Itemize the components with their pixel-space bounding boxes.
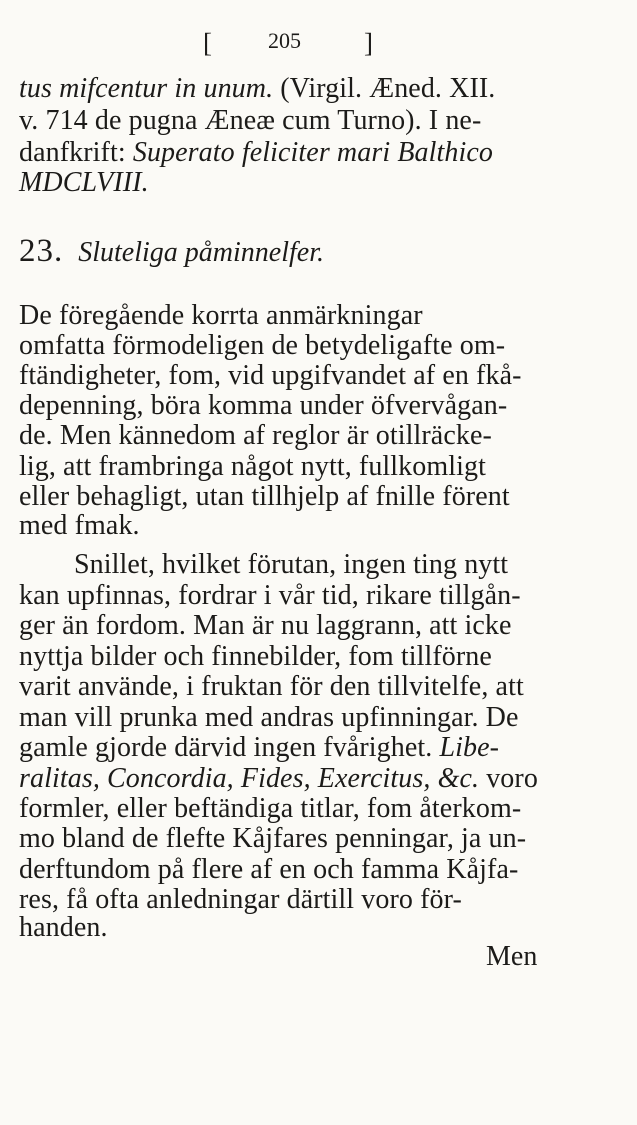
section-title: Sluteliga påminnelfer.	[78, 237, 325, 268]
paragraph-two-line-8-italic: ralitas, Concordia, Fides, Exercitus, &c.	[19, 763, 480, 794]
opening-line-4-italic: MDCLVIII.	[19, 167, 149, 198]
paragraph-two-line-3-roman: ger än fordom. Man är nu laggrann, att icke	[19, 610, 512, 641]
paragraph-two-line-1-roman: Snillet, hvilket förutan, ingen ting nytt	[74, 549, 509, 580]
opening-line-1	[19, 72, 495, 106]
paragraph-one-line-2: omfatta förmodeligen de betydeligafte om-	[19, 330, 506, 361]
paragraph-two-line-6-roman: man vill prunka med andras upfinningar. De	[19, 702, 519, 733]
paragraph-two-line-4	[19, 640, 492, 674]
opening-line-3	[19, 136, 493, 170]
paragraph-one-line-5: de. Men kännedom af reglor är otillräcke-	[19, 420, 492, 451]
paragraph-two-line-12-roman: res, få ofta anledningar därtill voro för-	[19, 884, 462, 915]
opening-line-3-roman: danfkrift:	[19, 137, 133, 168]
page-number: 205	[268, 28, 301, 53]
paragraph-two-line-9	[19, 792, 521, 826]
paragraph-two-line-4-roman: nyttja bilder och finnebilder, fom tillförne	[19, 641, 492, 672]
opening-line-2	[19, 104, 481, 138]
paragraph-one-line-7: eller behagligt, utan tillhjelp af fnille förent	[19, 481, 510, 512]
paragraph-one-line-1: De föregående korrta anmärkningar	[19, 300, 423, 331]
paragraph-two-line-8-roman: voro	[479, 763, 538, 794]
paragraph-one-line-3: ftändigheter, fom, vid upgifvandet af en fkå-	[19, 360, 522, 391]
opening-line-3-italic: Superato feliciter mari Balthico	[132, 137, 493, 168]
paragraph-two-line-3	[19, 609, 512, 643]
paragraph-two-line-2	[19, 579, 521, 613]
paragraph-two-line-6	[19, 701, 519, 735]
paragraph-two-line-7	[19, 731, 499, 765]
opening-line-1-roman: (Virgil. Æned. XII.	[273, 73, 496, 104]
catchword: Men	[486, 941, 538, 972]
section-number: 23.	[19, 233, 64, 269]
paragraph-one-line-6: lig, att frambringa något nytt, fullkomligt	[19, 451, 486, 482]
paragraph-two-line-5	[19, 670, 524, 704]
paragraph-two-line-1	[74, 548, 508, 582]
paragraph-one-line-4: depenning, böra komma under öfvervågan-	[19, 390, 508, 421]
paragraph-two-line-11-roman: derftundom på flere af en och famma Kåjfa-	[19, 854, 519, 885]
paragraph-two-line-13-roman: handen.	[19, 912, 108, 943]
opening-line-1-italic: tus mifcentur in unum.	[19, 73, 274, 104]
paragraph-two-line-2-roman: kan upfinnas, fordrar i vår tid, rikare tillgån-	[19, 580, 521, 611]
paragraph-two-line-5-roman: varit använde, i fruktan för den tillvitelfe, att	[19, 671, 524, 702]
paragraph-two-line-13	[19, 911, 108, 945]
header-bracket-right: ]	[364, 28, 373, 58]
paragraph-one-line-8: med fmak.	[19, 510, 140, 541]
paragraph-two-line-7-roman: gamle gjorde därvid ingen fvårighet.	[19, 732, 440, 763]
header-bracket-left: [	[203, 28, 212, 58]
paragraph-two-line-9-roman: formler, eller beftändiga titlar, fom återkom-	[19, 793, 522, 824]
opening-line-2-roman: v. 714 de pugna Æneæ cum Turno). I ne-	[19, 105, 482, 136]
paragraph-two-line-10-roman: mo bland de flefte Kåjfares penningar, ja un-	[19, 823, 527, 854]
paragraph-two-line-11	[19, 853, 518, 887]
section-heading	[19, 231, 324, 273]
paragraph-two-line-10	[19, 822, 526, 856]
paragraph-two-line-7-italic: Libe-	[439, 732, 500, 763]
paragraph-two-line-8	[19, 762, 538, 796]
opening-line-4	[19, 166, 149, 200]
page-header	[0, 24, 637, 64]
